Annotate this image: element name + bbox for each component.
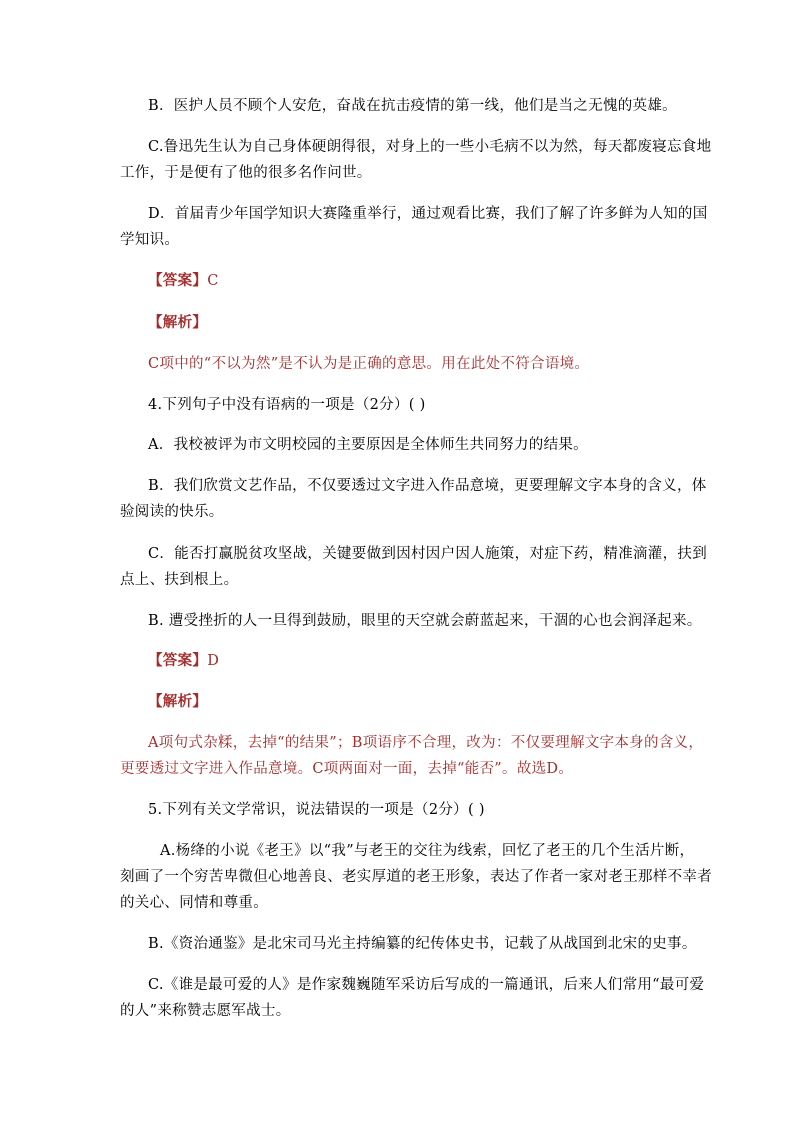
q5-option-a-line2: 刻画了一个穷苦卑微但心地善良、老实厚道的老王形象，表达了作者一家对老王那样不幸者 [120, 869, 712, 885]
q4-option-a: A．我校被评为市文明校园的主要原因是全体师生共同努力的结果。 [148, 437, 588, 453]
q4-analysis-label [148, 692, 207, 712]
answer-label: 【答案】 [148, 652, 208, 669]
answer-value: C [207, 273, 219, 289]
q4-option-b-line1: B．我们欣赏文艺作品，不仅要透过文字进入作品意境，更要理解文字本身的含义，体 [148, 478, 707, 494]
q3-answer [148, 271, 219, 291]
q4-option-c-line1: C．能否打赢脱贫攻坚战，关键要做到因村因户因人施策，对症下药，精准滴灌，扶到 [148, 546, 707, 562]
q4-analysis-line2: 更要透过文字进入作品意境。C项两面对一面，去掉“能否”。故选D。 [120, 761, 574, 777]
q4-answer [148, 651, 219, 671]
q4-option-c-line2: 点上、扶到根上。 [120, 572, 239, 588]
q4-option-b-line2: 验阅读的快乐。 [120, 504, 224, 520]
q3-option-d-line1: D．首届青少年国学知识大赛隆重举行，通过观看比赛，我们了解了许多鲜为人知的国 [148, 206, 708, 222]
q5-option-c-line2: 的人”来称赞志愿军战士。 [120, 1003, 291, 1019]
q5-option-c-line1: C.《谁是最可爱的人》是作家魏巍随军采访后写成的一篇通讯，后来人们常用“最可爱 [148, 977, 705, 993]
analysis-label: 【解析】 [148, 314, 208, 331]
q3-option-b: B．医护人员不顾个人安危，奋战在抗击疫情的第一线，他们是当之无愧的英雄。 [148, 98, 677, 114]
answer-value: D [207, 653, 220, 669]
q3-analysis-text: C项中的“不以为然”是不认为是正确的意思。用在此处不符合语境。 [148, 356, 590, 372]
q3-option-c-line2: 工作，于是便有了他的很多名作问世。 [120, 165, 372, 181]
q5-option-a-line1: A.杨绛的小说《老王》以“我”与老王的交往为线索，回忆了老王的几个生活片断， [160, 843, 695, 859]
q5-option-a-line3: 的关心、同情和尊重。 [120, 895, 268, 911]
q4-option-d: B. 遭受挫折的人一旦得到鼓励，眼里的天空就会蔚蓝起来，干涸的心也会润泽起来。 [148, 613, 702, 629]
q3-option-c-line1: C.鲁迅先生认为自己身体硬朗得很，对身上的一些小毛病不以为然，每天都废寝忘食地 [148, 139, 712, 155]
answer-label: 【答案】 [148, 272, 208, 289]
q4-analysis-line1: A项句式杂糅，去掉“的结果”；B项语序不合理，改为：不仅要理解文字本身的含义， [148, 735, 704, 751]
q5-stem: 5.下列有关文学常识，说法错误的一项是（2分）( ) [148, 802, 485, 818]
q4-stem: 4.下列句子中没有语病的一项是（2分）( ) [148, 397, 426, 413]
q3-option-d-line2: 学知识。 [120, 232, 180, 248]
q5-option-b: B.《资治通鉴》是北宋司马光主持编纂的纪传体史书，记载了从战国到北宋的史事。 [148, 936, 697, 952]
q3-analysis-label [148, 313, 207, 333]
analysis-label: 【解析】 [148, 693, 208, 710]
